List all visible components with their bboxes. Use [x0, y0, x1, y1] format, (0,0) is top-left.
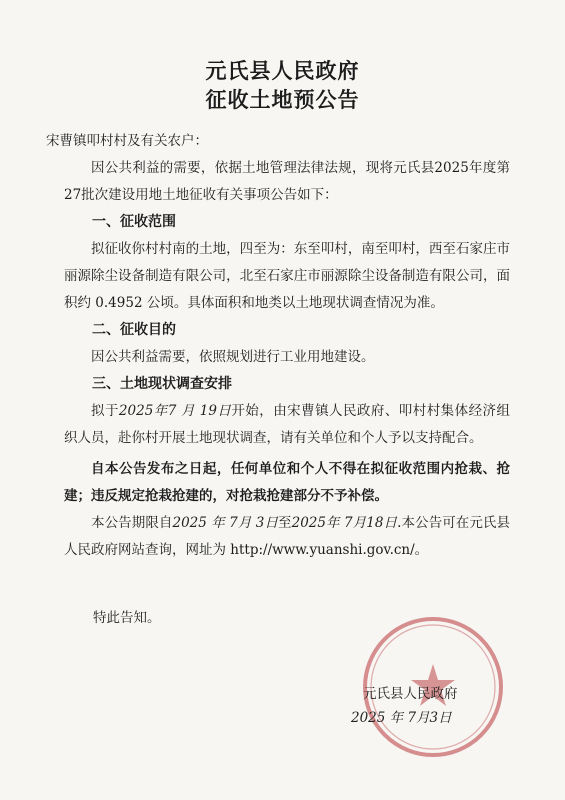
section1-text: 拟征收你村村南的土地，四至为：东至叩村，南至叩村，西至石家庄市丽源除尘设备制造有限公司，北至石家庄市丽源除尘设备制造有限公司，面积约 0.4952 公顷。具体面积和地类以土地现状调查情况为准。 [64, 241, 510, 311]
signature-block [351, 682, 458, 730]
period-prefix: 本公告期限自 [91, 515, 173, 531]
signature-org: 元氏县人民政府 [363, 686, 458, 702]
section3-prefix: 拟于 [91, 403, 119, 419]
signature-date: 2025 年 7月3日 [351, 710, 452, 726]
section3-paragraph [64, 398, 510, 452]
section3-text: 开始，由宋曹镇人民政府、叩村村集体经济组织人员，赴你村开展土地现状调查，请有关单位和个人予以支持配合。 [64, 403, 511, 446]
section2-text: 因公共利益需要，依照规划进行工业用地建设。 [91, 349, 375, 365]
section2-heading: 二、征收目的 [92, 322, 176, 338]
period-mid: 至 [278, 515, 292, 531]
intro-paragraph: 因公共利益的需要，依据土地管理法律法规，现将元氏县2025年度第27批次建设用地土地征收有关事项公告如下： [64, 160, 510, 203]
recipient: 宋曹镇叩村村及有关农户： [46, 133, 208, 149]
warning-text: 自本公告发布之日起，任何单位和个人不得在拟征收范围内抢栽、抢建；违反规定抢栽抢建的，对抢栽抢建部分不予补偿。 [64, 461, 510, 504]
section1-heading: 一、征收范围 [92, 214, 176, 230]
document-body [46, 128, 511, 564]
title-line-2: 征收土地预公告 [205, 88, 360, 112]
period-paragraph [64, 510, 510, 564]
section3-handwritten-date: 2025年7 月 19日 [118, 403, 232, 419]
period-end-date: 2025年 7月18日 [291, 515, 398, 531]
period-suffix: .本公告可在元氏县人民政府网站查询，网址为 http://www.yuanshi.gov.cn/。 [64, 515, 511, 558]
closing-text: 特此告知。 [93, 610, 161, 626]
section3-heading: 三、土地现状调查安排 [92, 376, 232, 392]
title-line-1: 元氏县人民政府 [205, 59, 360, 83]
period-start-date: 2025 年 7月 3日 [172, 515, 279, 531]
